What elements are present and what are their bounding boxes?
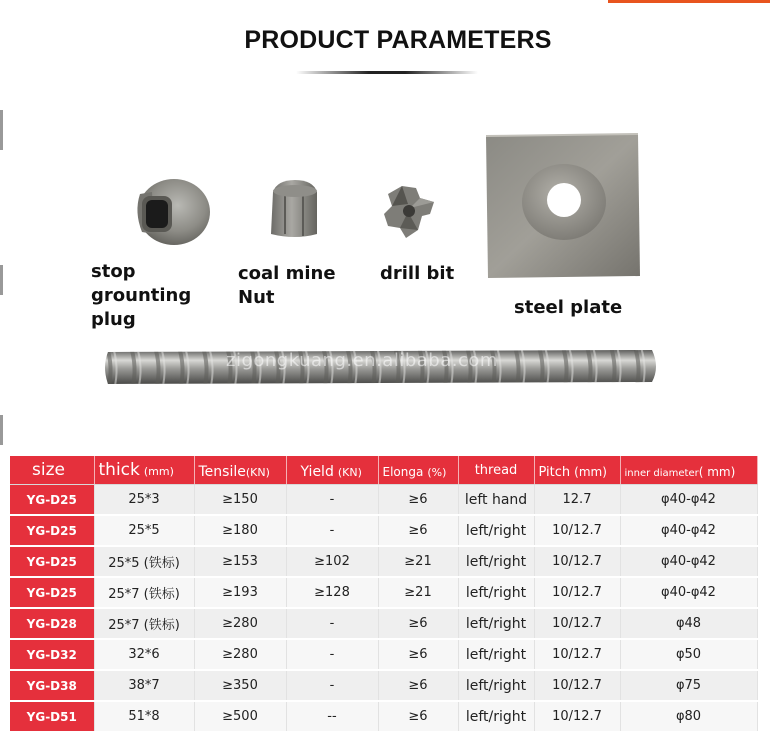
header-elonga: Elonga (%)	[378, 456, 458, 485]
cell-thread: left/right	[458, 546, 534, 577]
table-row	[10, 608, 757, 639]
cell-inner: φ40-φ42	[620, 485, 757, 516]
label-steel-plate: steel plate	[514, 297, 623, 318]
cell-inner: φ48	[620, 608, 757, 639]
cell-size: YG-D32	[10, 639, 94, 670]
cell-elonga: ≥6	[378, 701, 458, 732]
cell-pitch: 12.7	[534, 485, 620, 516]
label-coal-mine-nut: coal mine Nut	[238, 263, 336, 308]
cell-thick: 51*8	[94, 701, 194, 732]
cell-tensile: ≥150	[194, 485, 286, 516]
steel-plate-image	[484, 132, 644, 278]
parameters-table	[10, 456, 758, 733]
cell-yield: --	[286, 701, 378, 732]
cell-thick: 25*7 (铁标)	[94, 608, 194, 639]
cell-thread: left/right	[458, 639, 534, 670]
cell-thick: 32*6	[94, 639, 194, 670]
drill-bit-image	[380, 184, 438, 240]
cell-pitch: 10/12.7	[534, 577, 620, 608]
cell-thick: 25*7 (铁标)	[94, 577, 194, 608]
cell-inner: φ40-φ42	[620, 577, 757, 608]
header-pitch: Pitch (mm)	[534, 456, 620, 485]
cell-elonga: ≥6	[378, 485, 458, 516]
cell-thread: left/right	[458, 608, 534, 639]
cell-yield: ≥102	[286, 546, 378, 577]
cell-elonga: ≥6	[378, 670, 458, 701]
title-underline	[296, 71, 478, 74]
cell-thick: 25*5 (铁标)	[94, 546, 194, 577]
table-header-row	[10, 456, 757, 485]
cell-size: YG-D25	[10, 515, 94, 546]
coal-mine-nut-image	[267, 178, 321, 240]
table-row	[10, 515, 757, 546]
header-size: size	[10, 456, 94, 485]
cell-elonga: ≥6	[378, 515, 458, 546]
cell-pitch: 10/12.7	[534, 639, 620, 670]
cell-inner: φ40-φ42	[620, 546, 757, 577]
cell-size: YG-D25	[10, 485, 94, 516]
cell-pitch: 10/12.7	[534, 546, 620, 577]
cell-size: YG-D25	[10, 577, 94, 608]
cell-yield: -	[286, 485, 378, 516]
cell-tensile: ≥280	[194, 608, 286, 639]
header-thick: thick (mm)	[94, 456, 194, 485]
cell-thick: 25*3	[94, 485, 194, 516]
cell-tensile: ≥193	[194, 577, 286, 608]
cell-pitch: 10/12.7	[534, 670, 620, 701]
header-yield: Yield (KN)	[286, 456, 378, 485]
cell-inner: φ75	[620, 670, 757, 701]
cell-inner: φ50	[620, 639, 757, 670]
cell-yield: -	[286, 608, 378, 639]
cell-thread: left hand	[458, 485, 534, 516]
table-body	[10, 485, 757, 733]
cell-yield: -	[286, 639, 378, 670]
cell-yield: -	[286, 515, 378, 546]
label-drill-bit: drill bit	[380, 263, 455, 284]
cell-thick: 38*7	[94, 670, 194, 701]
top-accent-bar	[608, 0, 770, 3]
left-edge-mark	[0, 110, 3, 150]
cell-elonga: ≥21	[378, 546, 458, 577]
cell-elonga: ≥21	[378, 577, 458, 608]
header-thread: thread	[458, 456, 534, 485]
header-inner-diameter: inner diameter( mm)	[620, 456, 757, 485]
left-edge-mark	[0, 265, 3, 295]
cell-tensile: ≥180	[194, 515, 286, 546]
table-row	[10, 639, 757, 670]
cell-thread: left/right	[458, 577, 534, 608]
cell-yield: ≥128	[286, 577, 378, 608]
left-edge-mark	[0, 415, 3, 445]
table-row	[10, 546, 757, 577]
table-row	[10, 485, 757, 516]
cell-thread: left/right	[458, 515, 534, 546]
cell-pitch: 10/12.7	[534, 515, 620, 546]
stop-grouting-plug-image	[132, 176, 212, 248]
table-row	[10, 701, 757, 732]
label-stop-grouting-plug: stop grounting plug	[91, 261, 192, 330]
cell-pitch: 10/12.7	[534, 608, 620, 639]
cell-tensile: ≥350	[194, 670, 286, 701]
page-title: PRODUCT PARAMETERS	[244, 26, 552, 54]
cell-size: YG-D38	[10, 670, 94, 701]
cell-tensile: ≥500	[194, 701, 286, 732]
cell-pitch: 10/12.7	[534, 701, 620, 732]
cell-inner: φ80	[620, 701, 757, 732]
table-row	[10, 577, 757, 608]
cell-size: YG-D28	[10, 608, 94, 639]
cell-thread: left/right	[458, 670, 534, 701]
cell-size: YG-D25	[10, 546, 94, 577]
cell-inner: φ40-φ42	[620, 515, 757, 546]
cell-tensile: ≥153	[194, 546, 286, 577]
cell-thread: left/right	[458, 701, 534, 732]
cell-elonga: ≥6	[378, 639, 458, 670]
watermark-text: zigongkuang.en.alibaba.com	[226, 350, 498, 371]
header-tensile: Tensile(KN)	[194, 456, 286, 485]
table-row	[10, 670, 757, 701]
cell-size: YG-D51	[10, 701, 94, 732]
cell-tensile: ≥280	[194, 639, 286, 670]
cell-yield: -	[286, 670, 378, 701]
cell-elonga: ≥6	[378, 608, 458, 639]
cell-thick: 25*5	[94, 515, 194, 546]
